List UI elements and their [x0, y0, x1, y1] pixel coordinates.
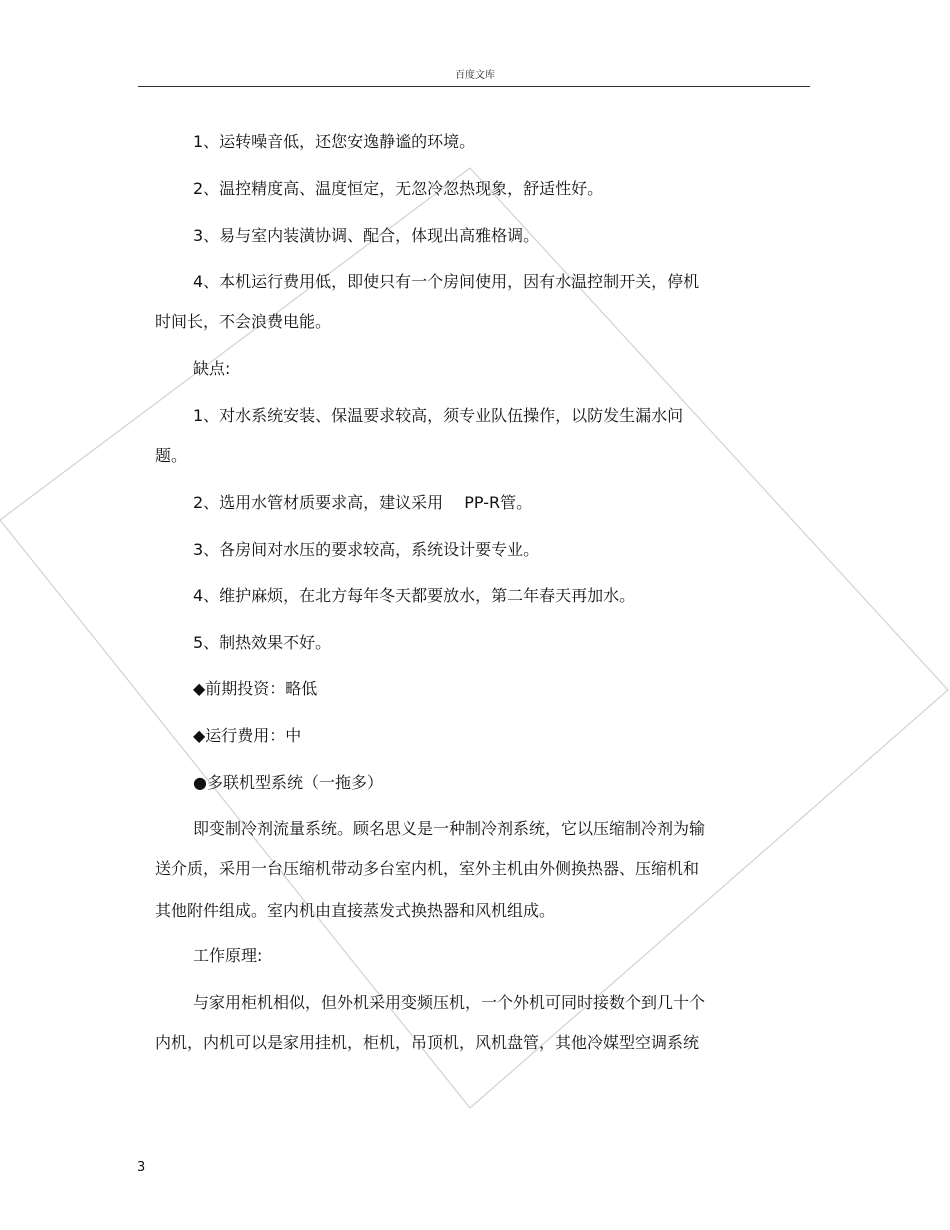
page-number: 3 — [137, 1160, 146, 1175]
advantage-4: 4、本机运行费用低，即使只有一个房间使用，因有水温控制开关，停机 — [193, 272, 700, 291]
disadvantage-5: 5、制热效果不好。 — [193, 633, 332, 652]
header-title: 百度文库 — [455, 70, 495, 81]
working-principle-heading: 工作原理: — [193, 946, 263, 965]
principle-paragraph-line-1: 与家用柜机相似，但外机采用变频压机，一个外机可同时接数个到几十个 — [193, 993, 706, 1012]
disadvantage-3: 3、各房间对水压的要求较高，系统设计要专业。 — [193, 540, 540, 559]
disadvantage-1: 1、对水系统安装、保温要求较高，须专业队伍操作，以防发生漏水问 — [193, 406, 684, 425]
advantage-3: 3、易与室内装潢协调、配合，体现出高雅格调。 — [193, 226, 540, 245]
disadvantage-2: 2、选用水管材质要求高，建议采用 PP-R管。 — [193, 493, 533, 512]
initial-investment: ◆前期投资：略低 — [193, 679, 318, 698]
disadvantage-1-cont: 题。 — [155, 446, 188, 465]
vrf-paragraph-line-2: 送介质，采用一台压缩机带动多台室内机，室外主机由外侧换热器、压缩机和 — [155, 859, 700, 878]
disadvantage-4: 4、维护麻烦，在北方每年冬天都要放水，第二年春天再加水。 — [193, 586, 636, 605]
advantage-1: 1、运转噪音低，还您安逸静谧的环境。 — [193, 132, 476, 151]
header-divider — [138, 86, 810, 87]
advantage-4-cont: 时间长，不会浪费电能。 — [155, 312, 332, 331]
vrf-paragraph-line-1: 即变制冷剂流量系统。顾名思义是一种制冷剂系统，它以压缩制冷剂为输 — [193, 819, 706, 838]
vrf-paragraph-line-3: 其他附件组成。室内机由直接蒸发式换热器和风机组成。 — [155, 901, 556, 920]
disadvantages-heading: 缺点: — [193, 359, 231, 378]
principle-paragraph-line-2: 内机，内机可以是家用挂机，柜机，吊顶机，风机盘管，其他冷媒型空调系统 — [155, 1033, 700, 1052]
multi-split-heading: ●多联机型系统（一拖多） — [193, 773, 383, 792]
operating-cost: ◆运行费用：中 — [193, 726, 302, 745]
advantage-2: 2、温控精度高、温度恒定，无忽冷忽热现象，舒适性好。 — [193, 179, 604, 198]
